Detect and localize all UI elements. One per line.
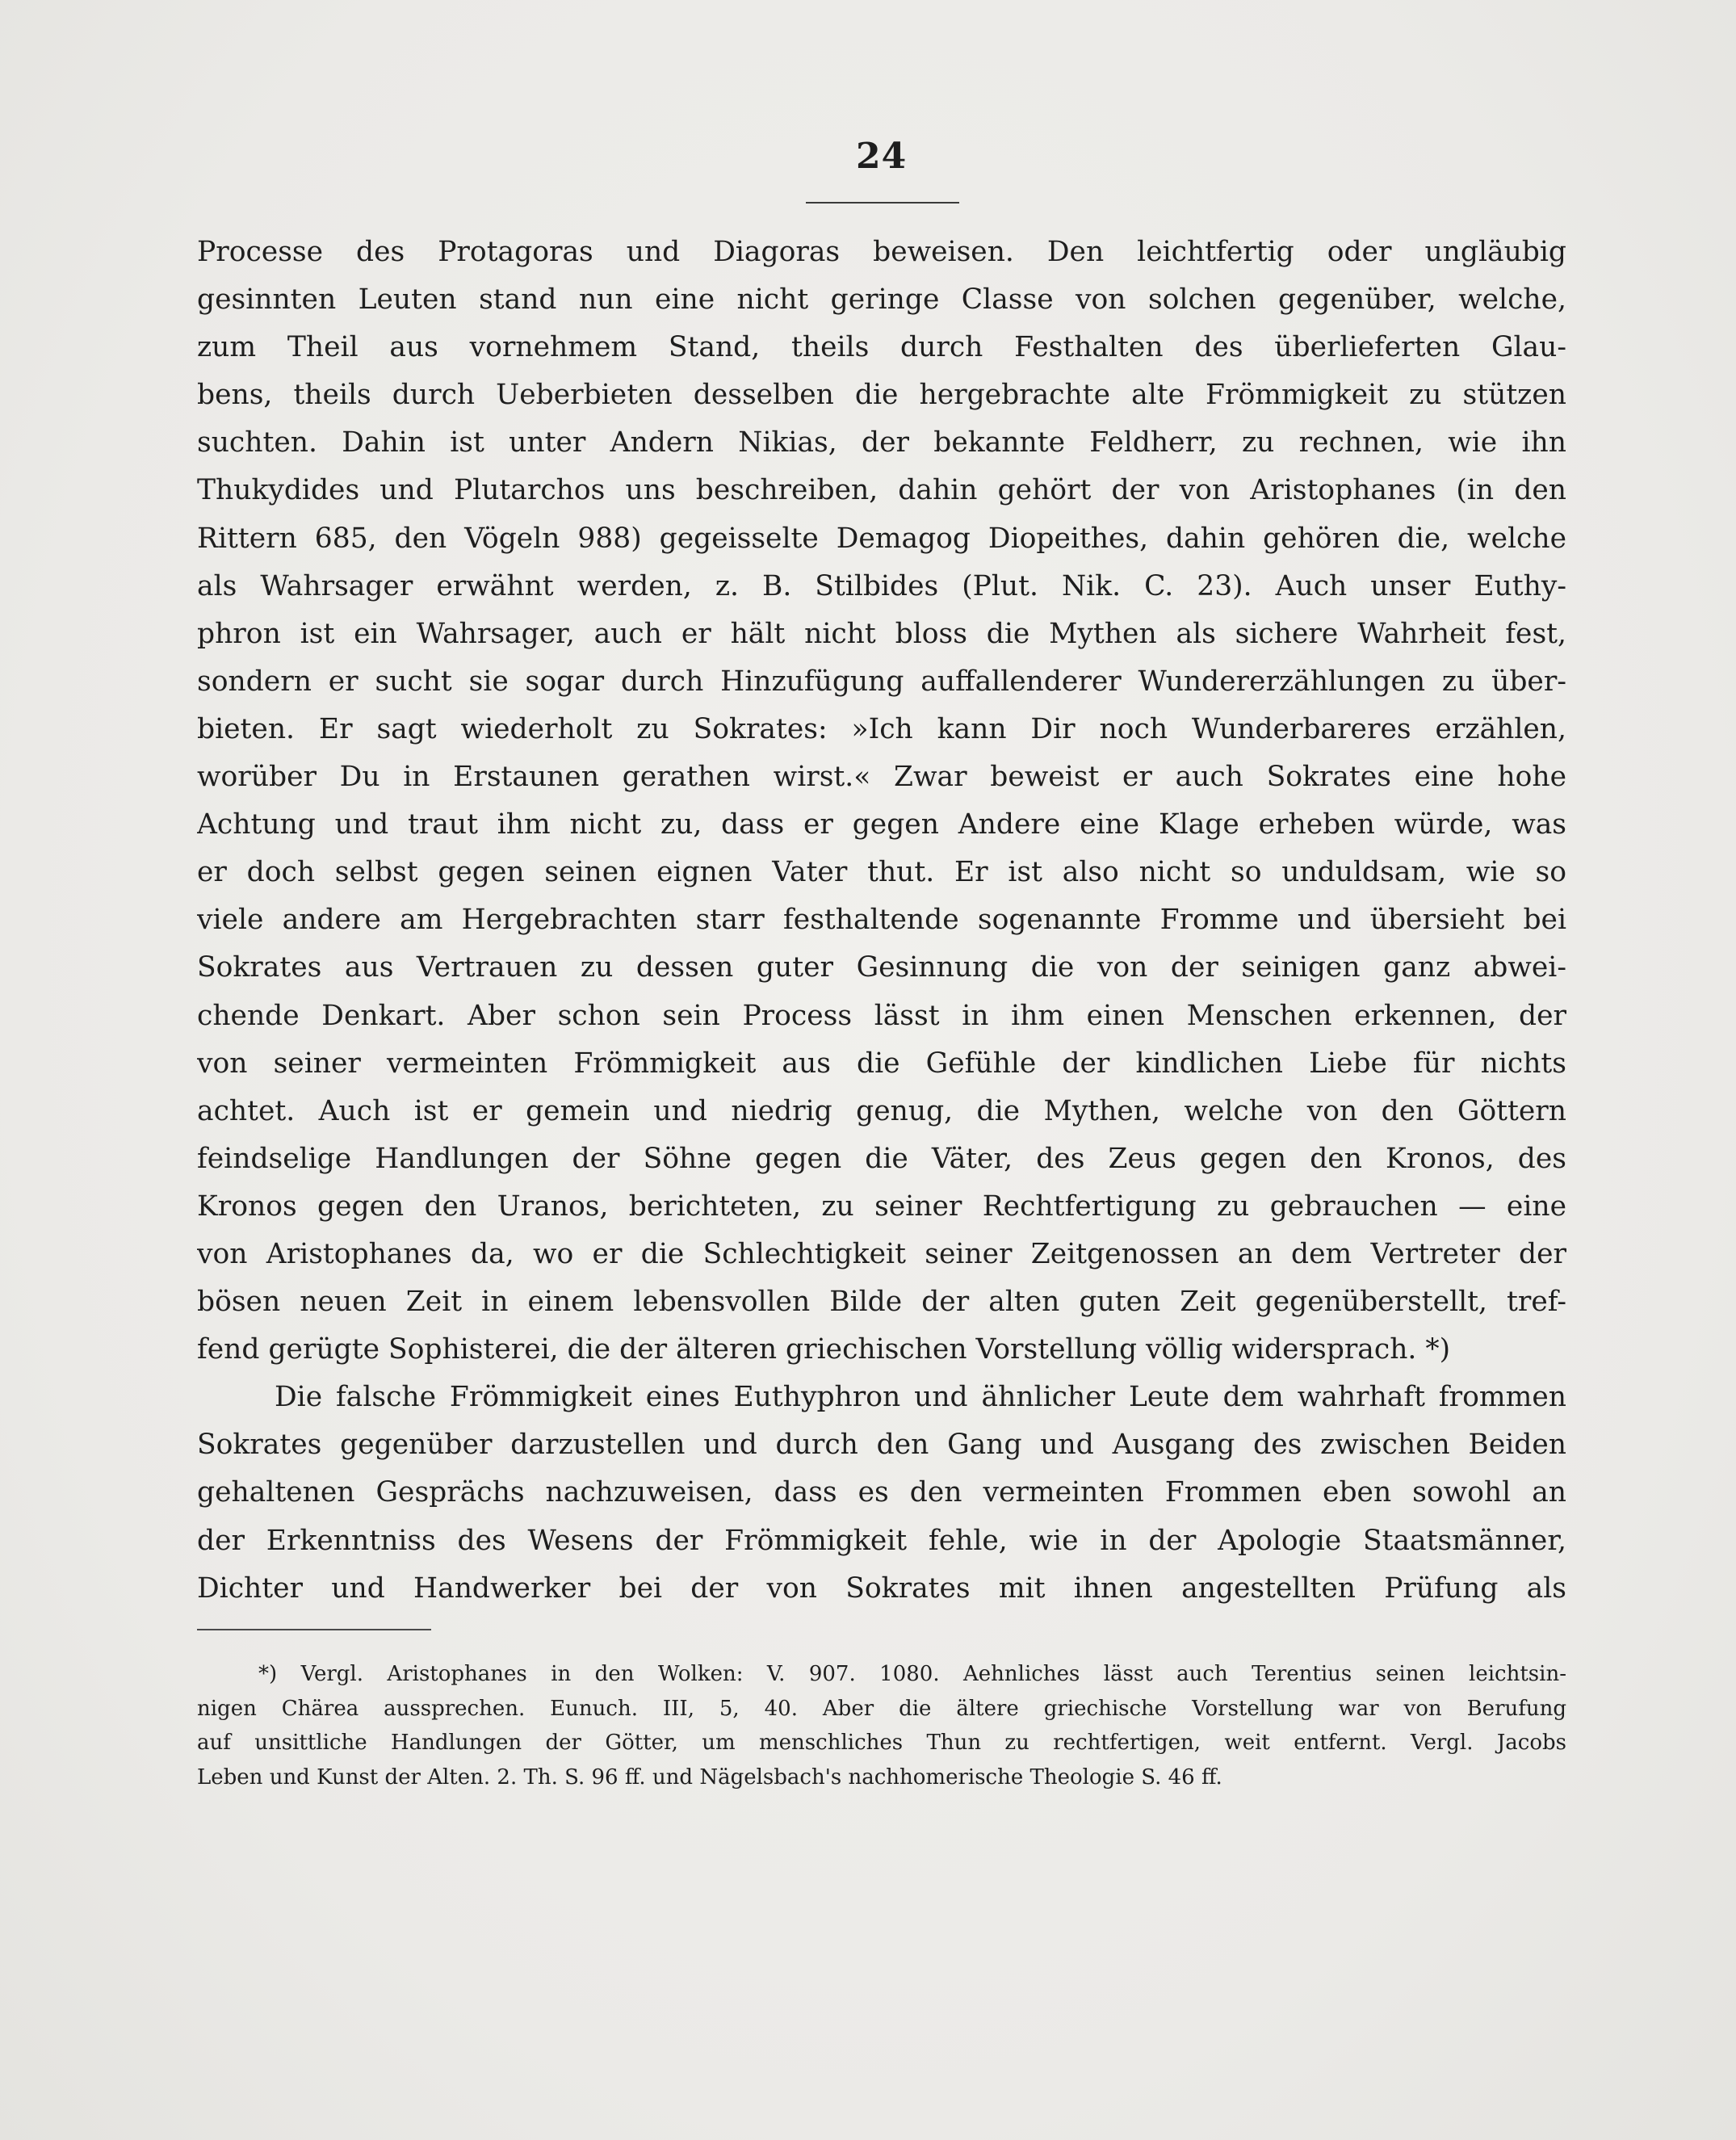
body-line: sondern er sucht sie sogar durch Hinzufügung auffallenderer Wundererzählungen zu über-	[197, 665, 1566, 698]
body-line: Achtung und traut ihm nicht zu, dass er gegen Andere eine Klage erheben würde, was	[197, 808, 1566, 841]
footnote-rule	[197, 1629, 431, 1630]
body-line: Thukydides und Plutarchos uns beschreiben, dahin gehört der von Aristophanes (in den	[197, 474, 1566, 507]
footnote-line: nigen Chärea aussprechen. Eunuch. III, 5, 40. Aber die ältere griechische Vorstellung war von Berufung	[197, 1696, 1566, 1721]
body-line: Kronos gegen den Uranos, berichteten, zu seiner Rechtfertigung zu gebrauchen — eine	[197, 1190, 1566, 1223]
body-line: zum Theil aus vornehmem Stand, theils durch Festhalten des überlieferten Glau-	[197, 331, 1566, 364]
body-line: Sokrates gegenüber darzustellen und durch den Gang und Ausgang des zwischen Beiden	[197, 1429, 1566, 1462]
body-line: von Aristophanes da, wo er die Schlechtigkeit seiner Zeitgenossen an dem Vertreter der	[197, 1237, 1566, 1270]
body-line: bens, theils durch Ueberbieten desselben die hergebrachte alte Frömmigkeit zu stützen	[197, 379, 1566, 412]
body-line: bösen neuen Zeit in einem lebensvollen Bilde der alten guten Zeit gegenüberstellt, tref-	[197, 1286, 1566, 1319]
body-line: bieten. Er sagt wiederholt zu Sokrates: »Ich kann Dir noch Wunderbareres erzählen,	[197, 712, 1566, 745]
body-line: phron ist ein Wahrsager, auch er hält nicht bloss die Mythen als sichere Wahrheit fest,	[197, 617, 1566, 650]
body-line: gesinnten Leuten stand nun eine nicht geringe Classe von solchen gegenüber, welche,	[197, 283, 1566, 317]
body-line: fend gerügte Sophisterei, die der älteren griechischen Vorstellung völlig widersprach. *)	[197, 1333, 1451, 1366]
header-rule	[806, 202, 959, 204]
body-line: Processe des Protagoras und Diagoras beweisen. Den leichtfertig oder ungläubig	[197, 236, 1566, 268]
footnote-line: *) Vergl. Aristophanes in den Wolken: V. 907. 1080. Aehnliches lässt auch Terentius seinen leichtsin-	[258, 1662, 1566, 1686]
body-line: viele andere am Hergebrachten starr festhaltende sogenannte Fromme und übersieht bei	[197, 904, 1566, 937]
footnotes	[197, 1657, 1566, 1794]
body-line: er doch selbst gegen seinen eignen Vater thut. Er ist also nicht so unduldsam, wie so	[197, 856, 1566, 889]
body-line: Sokrates aus Vertrauen zu dessen guter Gesinnung die von der seinigen ganz abwei-	[197, 951, 1566, 984]
body-line: worüber Du in Erstaunen gerathen wirst.« Zwar beweist er auch Sokrates eine hohe	[197, 761, 1566, 794]
body-line: Rittern 685, den Vögeln 988) gegeisselte Demagog Diopeithes, dahin gehören die, welche	[197, 522, 1566, 555]
body-line: von seiner vermeinten Frömmigkeit aus die Gefühle der kindlichen Liebe für nichts	[197, 1047, 1566, 1080]
body-line: achtet. Auch ist er gemein und niedrig genug, die Mythen, welche von den Göttern	[197, 1094, 1566, 1127]
body-line: suchten. Dahin ist unter Andern Nikias, der bekannte Feldherr, zu rechnen, wie ihn	[197, 426, 1566, 459]
body-line: Die falsche Frömmigkeit eines Euthyphron und ähnlicher Leute dem wahrhaft frommen	[275, 1381, 1566, 1414]
body-line: der Erkenntniss des Wesens der Frömmigkeit fehle, wie in der Apologie Staatsmänner,	[197, 1524, 1566, 1557]
body-line: feindselige Handlungen der Söhne gegen die Väter, des Zeus gegen den Kronos, des	[197, 1142, 1566, 1175]
footnote-line: auf unsittliche Handlungen der Götter, um menschliches Thun zu rechtfertigen, weit entfernt. Vergl. Jacobs	[197, 1731, 1566, 1755]
page-number: 24	[856, 136, 908, 177]
footnote-line: Leben und Kunst der Alten. 2. Th. S. 96 ff. und Nägelsbach's nachhomerische Theologie S. 46 ff.	[197, 1764, 1222, 1790]
body-line: chende Denkart. Aber schon sein Process lässt in ihm einen Menschen erkennen, der	[197, 999, 1566, 1032]
body-text	[197, 229, 1566, 1613]
body-line: Dichter und Handwerker bei der von Sokrates mit ihnen angestellten Prüfung als	[197, 1571, 1566, 1605]
body-line: gehaltenen Gesprächs nachzuweisen, dass es den vermeinten Frommen eben sowohl an	[197, 1476, 1566, 1509]
body-line: als Wahrsager erwähnt werden, z. B. Stilbides (Plut. Nik. C. 23). Auch unser Euthy-	[197, 569, 1566, 602]
